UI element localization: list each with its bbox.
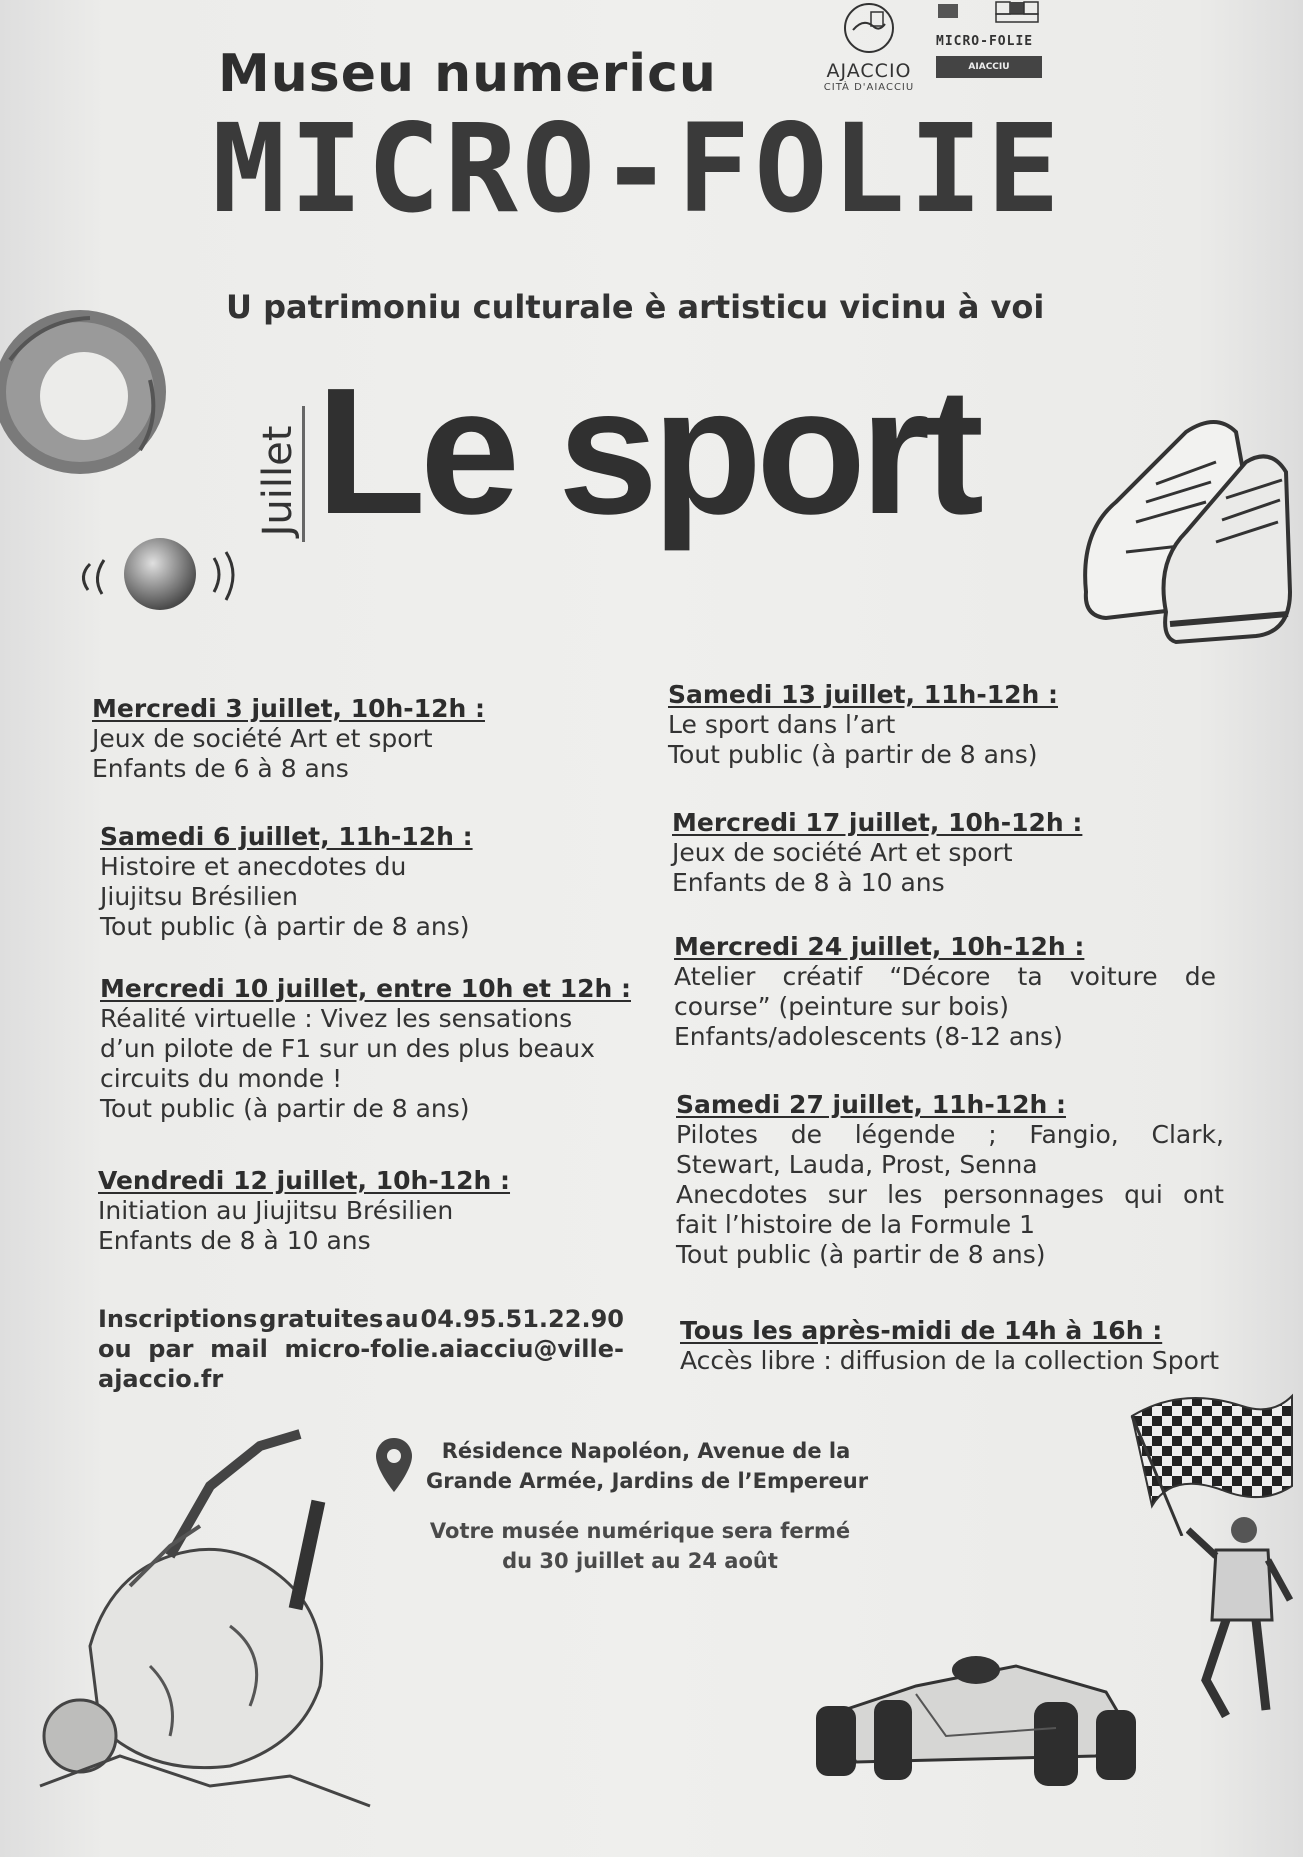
event-line: Réalité virtuelle : Vivez les sensations xyxy=(100,1004,573,1033)
event-line: Tout public (à partir de 8 ans) xyxy=(100,912,470,941)
event-line: Jeux de société Art et sport xyxy=(672,838,1013,867)
event-heading: Mercredi 17 juillet, 10h-12h : xyxy=(672,808,1083,837)
microfolie-logo-name: MICRO-FOLIE xyxy=(936,34,1034,49)
event-line: circuits du monde ! xyxy=(100,1064,343,1093)
afternoon-heading: Tous les après-midi de 14h à 16h : xyxy=(680,1316,1163,1345)
ball-icon xyxy=(68,530,238,620)
registration-info xyxy=(98,1304,624,1394)
sneakers-icon xyxy=(1066,392,1296,654)
event-line: Initiation au Jiujitsu Brésilien xyxy=(98,1196,454,1225)
event-line: Enfants de 6 à 8 ans xyxy=(92,754,349,783)
event-jul-3 xyxy=(92,694,612,784)
address-line: Résidence Napoléon, Avenue de la xyxy=(441,1439,851,1463)
event-line: Histoire et anecdotes du xyxy=(100,852,407,881)
event-line: Jiujitsu Brésilien xyxy=(100,882,299,911)
event-line: Jeux de société Art et sport xyxy=(92,724,433,753)
event-jul-12 xyxy=(98,1166,618,1256)
event-heading: Samedi 13 juillet, 11h-12h : xyxy=(668,680,1058,709)
event-heading: Mercredi 3 juillet, 10h-12h : xyxy=(92,694,485,723)
ajaccio-logo xyxy=(810,0,928,98)
event-line: Enfants de 8 à 10 ans xyxy=(672,868,945,897)
ajaccio-crest-icon xyxy=(839,0,899,56)
registration-line: ajaccio.fr xyxy=(98,1365,224,1393)
event-line: d’un pilote de F1 sur un des plus beaux xyxy=(100,1034,595,1063)
microfolie-logo-city: AIACCIU xyxy=(936,56,1042,78)
event-jul-10 xyxy=(100,974,631,1124)
page-title: MICRO-FOLIE xyxy=(212,98,1064,240)
event-heading: Vendredi 12 juillet, 10h-12h : xyxy=(98,1166,511,1195)
month-divider xyxy=(302,406,305,542)
tagline: U patrimoniu culturale è artisticu vicinu à voi xyxy=(226,288,1045,326)
event-line: Pilotes de légende ; Fangio, Clark, xyxy=(676,1120,1224,1149)
museum-label: Museu numericu xyxy=(218,44,717,104)
theme-title: Le sport xyxy=(316,351,979,552)
stone-ring-icon xyxy=(0,300,180,480)
event-heading: Mercredi 24 juillet, 10h-12h : xyxy=(674,932,1085,961)
event-line: fait l’histoire de la Formule 1 xyxy=(676,1210,1036,1239)
event-jul-17 xyxy=(672,808,1232,898)
closure-line: du 30 juillet au 24 août xyxy=(502,1549,778,1573)
event-heading: Samedi 6 juillet, 11h-12h : xyxy=(100,822,473,851)
event-line: course” (peinture sur bois) xyxy=(674,992,1009,1021)
closure-line: Votre musée numérique sera fermé xyxy=(429,1519,851,1543)
afternoon-sessions xyxy=(680,1316,1240,1376)
jiujitsu-fighters-icon xyxy=(30,1426,410,1826)
event-jul-13 xyxy=(668,680,1228,770)
event-jul-27 xyxy=(676,1090,1224,1270)
event-line: Atelier créatif “Décore ta voiture de xyxy=(674,962,1216,991)
flag-waver-icon xyxy=(1186,1510,1296,1720)
microfolie-emblem-icon xyxy=(934,0,1044,30)
afternoon-text: Accès libre : diffusion de la collection Sport xyxy=(680,1346,1220,1375)
event-line: Enfants de 8 à 10 ans xyxy=(98,1226,371,1255)
event-line: Anecdotes sur les personnages qui ont xyxy=(676,1180,1224,1209)
closure-notice xyxy=(420,1516,860,1576)
event-heading: Samedi 27 juillet, 11h-12h : xyxy=(676,1090,1066,1119)
registration-line: Inscriptions gratuites au 04.95.51.22.90 xyxy=(98,1305,624,1333)
event-jul-24 xyxy=(674,932,1216,1052)
ajaccio-logo-sub: CITÀ D'AIACCIU xyxy=(823,82,915,93)
event-line: Tout public (à partir de 8 ans) xyxy=(668,740,1038,769)
address-line: Grande Armée, Jardins de l’Empereur xyxy=(426,1469,869,1493)
event-jul-6 xyxy=(100,822,620,942)
ajaccio-logo-name: AJACCIO xyxy=(826,60,912,82)
event-line: Tout public (à partir de 8 ans) xyxy=(100,1094,470,1123)
event-heading: Mercredi 10 juillet, entre 10h et 12h : xyxy=(100,974,631,1003)
event-line: Stewart, Lauda, Prost, Senna xyxy=(676,1150,1038,1179)
microfolie-logo xyxy=(934,0,1046,86)
event-line: Tout public (à partir de 8 ans) xyxy=(676,1240,1046,1269)
registration-line: ou par mail micro-folie.aiacciu@ville- xyxy=(98,1335,624,1363)
month-label: Juillet xyxy=(255,425,301,537)
race-car-icon xyxy=(796,1636,1142,1792)
event-line: Le sport dans l’art xyxy=(668,710,896,739)
event-line: Enfants/adolescents (8-12 ans) xyxy=(674,1022,1063,1051)
address xyxy=(426,1436,869,1496)
